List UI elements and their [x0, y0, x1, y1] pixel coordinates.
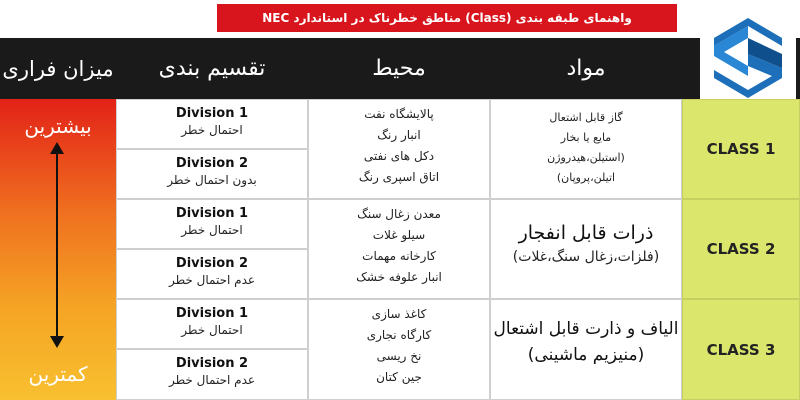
division-name: Division 2 [175, 256, 249, 271]
division-desc: احتمال خطر [181, 123, 243, 137]
environment-item: کارگاه نجاری [366, 328, 432, 342]
scale-bottom-label: کمترین [28, 362, 88, 386]
environment-item: اتاق اسپری رنگ [358, 170, 440, 184]
division-name: Division 2 [175, 156, 249, 171]
materials-cell [490, 199, 682, 299]
material-item: (منیزیم ماشینی) [527, 345, 645, 365]
scale-arrow [56, 150, 58, 340]
division-cell [116, 299, 308, 349]
class-label: CLASS 2 [682, 199, 800, 299]
header-escape: میزان فراری [2, 56, 114, 81]
header-division: تقسیم بندی [158, 56, 266, 81]
division-desc: بدون احتمال خطر [167, 173, 257, 187]
division-desc: عدم احتمال خطر [168, 373, 256, 387]
environment-item: پالایشگاه نفت [364, 107, 434, 121]
division-name: Division 1 [175, 306, 249, 321]
division-desc: احتمال خطر [181, 223, 243, 237]
material-item: (استیلن،هیدروژن [547, 151, 625, 164]
environment-item: انبار علوفه خشک [356, 270, 442, 284]
division-cell [116, 199, 308, 249]
division-name: Division 2 [175, 356, 249, 371]
environment-item: کارخانه مهمات [362, 249, 436, 263]
material-item: اتیلن،پروپان) [556, 171, 616, 184]
division-cell [116, 249, 308, 299]
material-item: مایع یا بخار [560, 131, 612, 144]
division-desc: عدم احتمال خطر [168, 273, 256, 287]
material-item: الیاف و ذارت قابل اشتعال [493, 319, 679, 339]
company-logo-icon [700, 4, 796, 110]
header-environment: محیط [372, 56, 426, 81]
materials-cell [490, 299, 682, 400]
environment-item: نخ ریسی [376, 349, 422, 363]
environment-item: کاغذ سازی [371, 307, 427, 321]
environment-cell [308, 299, 490, 400]
class-label: CLASS 3 [682, 299, 800, 400]
division-cell [116, 149, 308, 199]
page-title: واهنمای طبقه بندی (Class) مناطق خطرناک در استاندارد NEC [217, 4, 677, 32]
division-desc: احتمال خطر [181, 323, 243, 337]
materials-cell [490, 99, 682, 199]
environment-item: انبار رنگ [377, 128, 421, 142]
arrow-down-icon [50, 336, 64, 348]
division-cell [116, 99, 308, 149]
division-name: Division 1 [175, 106, 249, 121]
environment-item: معدن زغال سنگ [357, 207, 441, 221]
class-label: CLASS 1 [682, 99, 800, 199]
division-name: Division 1 [175, 206, 249, 221]
material-item: (فلزات،زغال سنگ،غلات) [512, 249, 660, 265]
environment-item: جین کتان [376, 370, 422, 384]
environment-cell [308, 99, 490, 199]
material-item: ذرات قابل انفجار [518, 222, 654, 244]
division-cell [116, 349, 308, 400]
header-materials: مواد [566, 56, 606, 81]
scale-top-label: بیشترین [24, 114, 92, 138]
environment-cell [308, 199, 490, 299]
environment-item: سیلو غلات [372, 228, 426, 242]
material-item: گاز قابل اشتعال [549, 111, 623, 124]
environment-item: دکل های نفتی [363, 149, 435, 163]
